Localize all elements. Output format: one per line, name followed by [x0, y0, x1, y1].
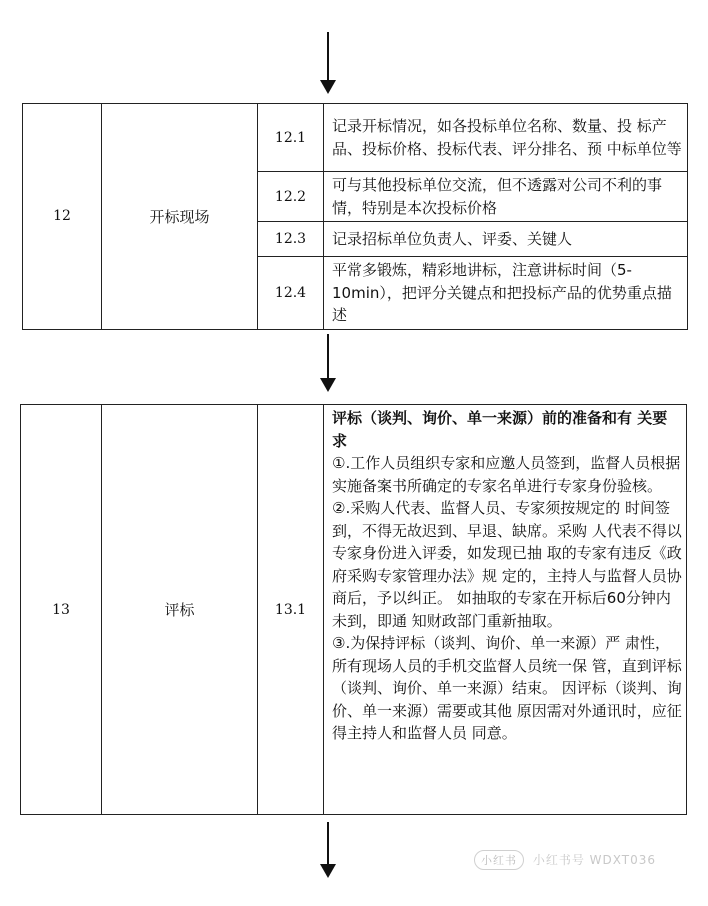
flow-arrow-top	[320, 32, 336, 94]
step-12-table	[22, 103, 688, 330]
requirement-paragraph-2: ②.采购人代表、监督人员、专家须按规定的 时间签到，不得无故迟到、早退、缺席。采购 人代表不得以专家身份进入评委，如发现已抽 取的专家有违反《政府采购专家管理办法》规 定的，主持人与监督人员协商后，予以纠正。 如抽取的专家在开标后60分钟内未到，即通 知财政部门重新抽取。	[332, 499, 682, 630]
requirement-paragraph-1: ①.工作人员组织专家和应邀人员签到，监督人员根据实施备案书所确定的专家名单进行专家身份验核。	[332, 454, 681, 495]
sub-step-number: 12.3	[258, 222, 324, 257]
step-13-table	[20, 404, 687, 815]
flow-arrow-middle	[320, 334, 336, 396]
sub-step-description: 记录招标单位负责人、评委、关键人	[324, 222, 688, 257]
sub-step-description	[324, 405, 687, 815]
step-name: 开标现场	[102, 104, 258, 330]
sub-step-number: 12.2	[258, 172, 324, 222]
sub-step-number: 12.4	[258, 257, 324, 330]
watermark-text: 小红书号 WDXT036	[532, 853, 656, 867]
sub-step-description: 记录开标情况，如各投标单位名称、数量、投 标产品、投标价格、投标代表、评分排名、预 中标单位等	[324, 104, 688, 172]
step-number: 12	[23, 104, 102, 330]
step-number: 13	[21, 405, 102, 815]
sub-step-number: 13.1	[258, 405, 324, 815]
step-name: 评标	[102, 405, 258, 815]
sub-step-description: 平常多锻炼，精彩地讲标，注意讲标时间（5-10min），把评分关键点和把投标产品的优势重点描述	[324, 257, 688, 330]
watermark	[474, 850, 656, 870]
flow-arrow-bottom	[320, 822, 336, 884]
requirements-heading: 评标（谈判、询价、单一来源）前的准备和有 关要求	[332, 409, 668, 450]
requirement-paragraph-3: ③.为保持评标（谈判、询价、单一来源）严 肃性，所有现场人员的手机交监督人员统一保 管，直到评标（谈判、询价、单一来源）结束。 因评标（谈判、询价、单一来源）需要或其他 原因需对外通讯时，应征得主持人和监督人员 同意。	[332, 634, 682, 742]
sub-step-number: 12.1	[258, 104, 324, 172]
sub-step-description: 可与其他投标单位交流，但不透露对公司不利的事情，特别是本次投标价格	[324, 172, 688, 222]
watermark-logo: 小红书	[474, 850, 524, 870]
